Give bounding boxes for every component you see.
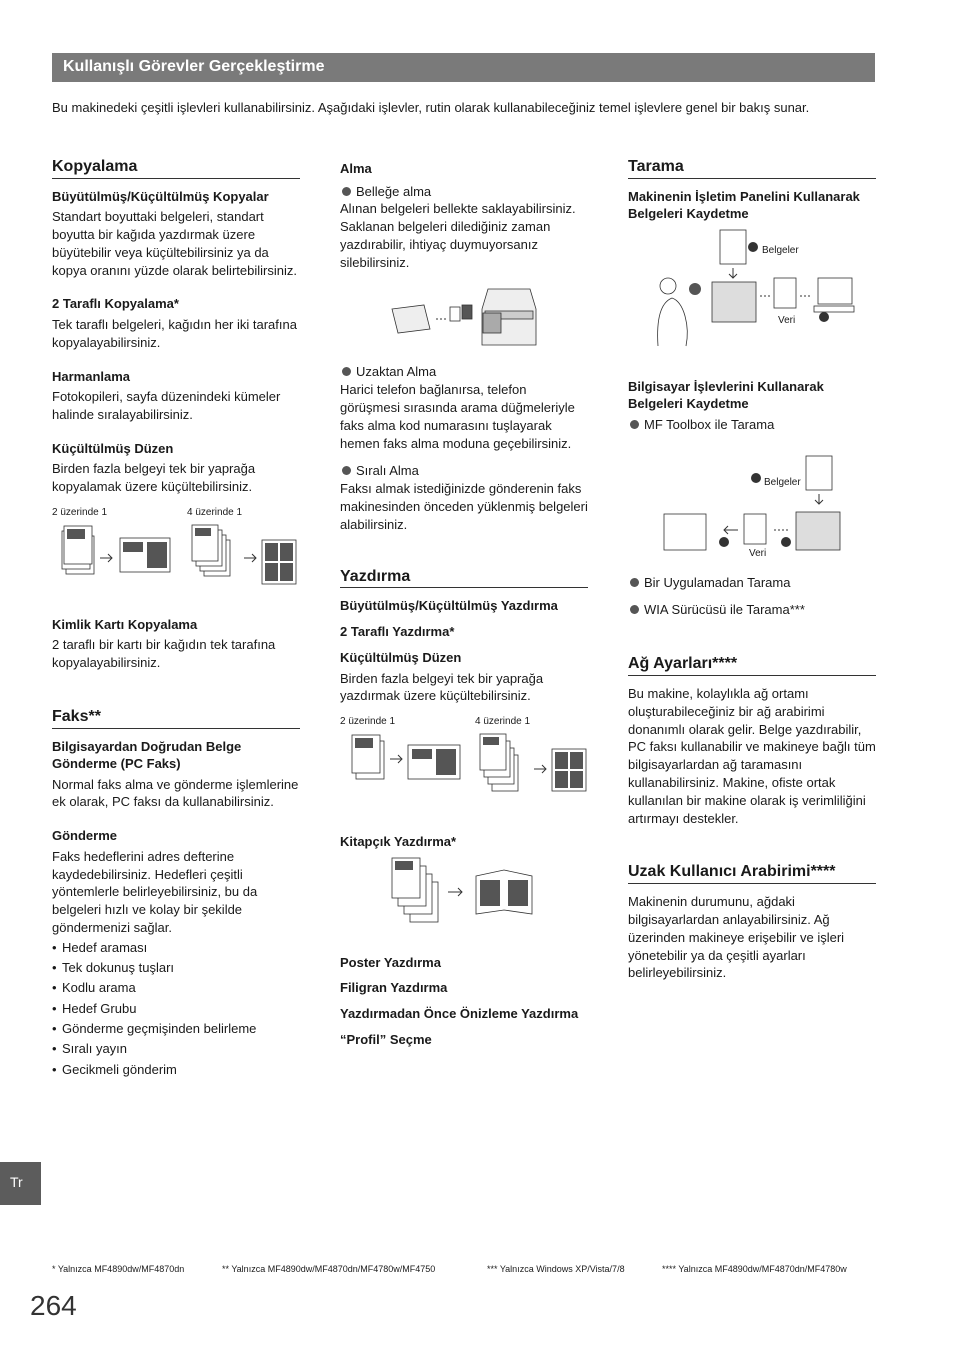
faks-item: • Gecikmeli gönderim — [52, 1061, 300, 1079]
faks-item: • Hedef araması — [52, 939, 300, 957]
intro-text: Bu makinedeki çeşitli işlevleri kullanabilirsiniz. Aşağıdaki işlevler, rutin olarak kullanabileceğiniz temel işlevlere genel bir bakış sunar. — [52, 100, 810, 115]
kopyalama-s3-title: Harmanlama — [52, 368, 131, 384]
faks-item: • Gönderme geçmişinden belirleme — [52, 1020, 300, 1038]
kopyalama-s2-text: Tek taraflı belgeleri, kağıdın her iki tarafına kopyalayabilirsiniz. — [52, 316, 297, 350]
alma-b1-text: Alınan belgeleri bellekte saklayabilirsiniz. Saklanan belgeleri dilediğiniz zaman yazdırabilir, ihtiyaç duymuyorsanız silebilirsiniz. — [340, 201, 576, 270]
faks-heading: Faks** — [52, 708, 300, 729]
kopyalama-s5-title: Kimlik Kartı Kopyalama — [52, 616, 198, 632]
yazdirma-s2: 2 Taraflı Yazdırma* — [340, 624, 455, 640]
yazdirma-s5: Poster Yazdırma — [340, 954, 441, 970]
tarama-heading: Tarama — [628, 158, 876, 179]
alma-heading: Alma — [340, 161, 372, 176]
tarama-b2: Bir Uygulamadan Tarama — [628, 574, 876, 592]
uzak-text: Makinenin durumunu, ağdaki bilgisayarlardan anlayabilirsiniz. Ağ üzerinden makineye erişebilir ve işleri yönetebilir ya da çeşitli ayarları belirleyebilirsiniz. — [628, 894, 845, 981]
column-right — [628, 158, 876, 998]
copy-layout-figure — [52, 504, 300, 614]
yazdirma-heading: Yazdırma — [340, 568, 588, 589]
uzak-heading: Uzak Kullanıcı Arabirimi**** — [628, 863, 876, 884]
print-layout-figure — [340, 713, 588, 831]
tarama-s2-title: Bilgisayar İşlevlerini Kullanarak Belgeleri Kaydetme — [628, 378, 824, 412]
yazdirma-s7: Yazdırmadan Önce Önizleme Yazdırma — [340, 1006, 579, 1022]
alma-b2: Uzaktan Alma — [340, 363, 588, 381]
yazdirma-s4: Kitapçık Yazdırma* — [340, 834, 457, 850]
booklet-figure — [340, 854, 588, 954]
section-banner — [52, 53, 875, 82]
scan-panel-illustration — [628, 226, 876, 356]
language-code: Tr — [10, 1174, 23, 1190]
kopyalama-s3-text: Fotokopileri, sayfa düzenindeki kümeler halinde sıralayabilirsiniz. — [52, 389, 281, 422]
faks-item: • Hedef Grubu — [52, 1000, 300, 1018]
footnote: ** Yalnızca MF4890dw/MF4870dn/MF4780w/MF4750 — [222, 1264, 436, 1274]
alma-b2-text: Harici telefon bağlanırsa, telefon görüşmesi sırasında arama düğmeleriyle faks alma kod numarasını tuşlayarak hemen faks alma moduna geçebilirsiniz. — [340, 382, 575, 451]
faks-s2-text: Faks hedeflerini adres defterine kaydedebilirsiniz. Hedefleri çeşitli yöntemlerle belirleyebilirsiniz, bu da belgeleri hızlı ve kolay bir şekilde göndermenizi sağlar. — [52, 848, 258, 935]
scan-panel-figure — [628, 226, 876, 366]
footnote: * Yalnızca MF4890dw/MF4870dn — [52, 1264, 185, 1274]
tarama-b3: WIA Sürücüsü ile Tarama*** — [628, 601, 876, 619]
print-fig-label-a: 2 üzerinde 1 — [340, 716, 396, 728]
ag-text: Bu makine, kolaylıkla ağ ortamı oluşturabileceğiniz bir ağ arabirimi donanımlı olarak gelir. Belge yazdırabilir, PC faksı kullanabilir ve makineye bağlı tüm bilgisayarlardan ağ taramasını kullanabilirsiniz. Makine, ofiste ortak kullanılan bir makine olarak iş verimliliğini artırmayı destekler. — [628, 685, 876, 826]
copy-fig-label-a: 2 üzerinde 1 — [52, 506, 108, 518]
kopyalama-s1-title: Büyütülmüş/Küçültülmüş Kopyalar — [52, 188, 269, 204]
kopyalama-s4-text: Birden fazla belgeyi tek bir yaprağa kopyalamak üzere küçültebilirsiniz. — [52, 461, 256, 494]
faks-item: • Kodlu arama — [52, 979, 300, 997]
language-tab — [0, 1162, 41, 1205]
column-left — [52, 158, 300, 1081]
alma-b1: Belleğe alma — [340, 183, 588, 201]
faks-item: • Sıralı yayın — [52, 1040, 300, 1058]
yazdirma-s6: Filigran Yazdırma — [340, 980, 448, 996]
page-title: Kullanışlı Görevler Gerçekleştirme — [63, 58, 325, 75]
scan1-belgeler-label: Belgeler — [762, 244, 799, 256]
page-number: 264 — [30, 1290, 77, 1321]
kopyalama-s5-text: 2 taraflı bir kartı bir kağıdın tek tarafına kopyalayabilirsiniz. — [52, 637, 276, 671]
faks-s2-title: Gönderme — [52, 828, 118, 844]
booklet-illustration — [340, 854, 588, 950]
print-fig-label-b: 4 üzerinde 1 — [475, 716, 531, 728]
faks-s1-text: Normal faks alma ve gönderme işlemlerine ek olarak, PC faksı da kullanabilirsiniz. — [52, 776, 299, 810]
kopyalama-s4-title: Küçültülmüş Düzen — [52, 440, 174, 456]
footnote: **** Yalnızca MF4890dw/MF4870dn/MF4780w — [662, 1264, 847, 1274]
scan1-veri-label: Veri — [778, 314, 796, 326]
alma-b3-text: Faksı almak istediğinizde gönderenin faks makinesinden önceden yüklenmiş belgeleri alabilirsiniz. — [340, 481, 588, 532]
yazdirma-s3: Küçültülmüş Düzen — [340, 650, 462, 666]
scan-pc-illustration — [628, 434, 876, 558]
ag-heading: Ağ Ayarları**** — [628, 655, 876, 676]
alma-b3: Sıralı Alma — [340, 462, 588, 480]
tarama-s1-title: Makinenin İşletim Panelini Kullanarak Belgeleri Kaydetme — [628, 188, 860, 222]
kopyalama-s1-text: Standart boyuttaki belgeleri, standart boyutta bir kağıda yazdırmak üzere büyütebilir veya küçültebilirsiniz ya da kopya oranını yüzde olarak belirtebilirsiniz. — [52, 209, 297, 278]
scan2-veri-label: Veri — [749, 547, 767, 559]
print-layout-illustration — [340, 729, 588, 829]
kopyalama-s2-title: 2 Taraflı Kopyalama* — [52, 296, 179, 312]
scan-pc-figure — [628, 434, 876, 574]
column-middle — [340, 158, 588, 1057]
yazdirma-s3-text: Birden fazla belgeyi tek bir yaprağa yazdırmak üzere küçültebilirsiniz. — [340, 670, 544, 704]
copy-fig-label-b: 4 üzerinde 1 — [187, 506, 243, 518]
faks-s1-title: Bilgisayardan Doğrudan Belge Gönderme (PC Faks) — [52, 738, 242, 772]
fax-memory-illustration — [340, 279, 588, 355]
yazdirma-s1: Büyütülmüş/Küçültülmüş Yazdırma — [340, 598, 558, 614]
footnote: *** Yalnızca Windows XP/Vista/7/8 — [487, 1264, 625, 1274]
faks-item: • Tek dokunuş tuşları — [52, 959, 300, 977]
scan2-belgeler-label: Belgeler — [764, 476, 801, 488]
kopyalama-heading: Kopyalama — [52, 158, 300, 179]
tarama-b1: MF Toolbox ile Tarama — [628, 416, 876, 434]
yazdirma-s8: “Profil” Seçme — [340, 1032, 432, 1048]
copy-layout-illustration — [52, 520, 300, 610]
fax-memory-figure — [340, 279, 588, 359]
